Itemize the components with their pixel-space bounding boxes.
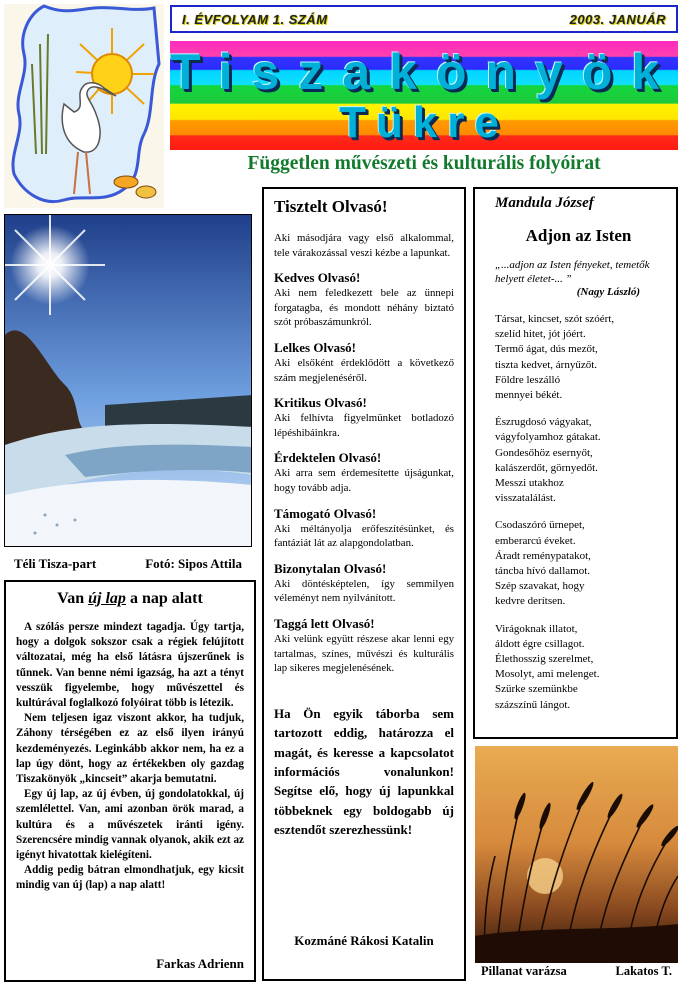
greeting-item: Taggá lett Olvasó! Aki velünk együtt részese akar lenni egy tartalmas, színes, művészi és kulturális lap sikeres megjelenésének. bbox=[274, 615, 454, 675]
heron-logo-icon bbox=[4, 4, 164, 208]
article-dear-reader bbox=[262, 187, 466, 981]
appeal-text: Ha Ön egyik táborba sem tartozott eddig, határozza el magát, és keresse a kapcsolatot információs vonalunkon! Segítse elő, hogy új lapunkkal többeknek egy boldogabb új esztendőt szerezhessünk! bbox=[274, 705, 454, 838]
paragraph: Addig pedig bátran elmondhatjuk, egy kicsit mindig van új (lap) a nap alatt! bbox=[16, 864, 244, 892]
poem-stanza: Társat, kincset, szót szóért, szelíd hitet, jót jóért. Termő ágat, dús mezőt, tiszta kedvet, árnyűzőt. Földre leszálló mennyei békét. bbox=[495, 313, 615, 402]
masthead-title-line2: Tükre bbox=[339, 98, 509, 147]
subtitle: Független művészeti és kulturális folyóirat bbox=[247, 153, 601, 174]
issue-date: 2003. JANUÁR bbox=[569, 11, 666, 27]
issue-bar bbox=[170, 5, 678, 33]
paragraph: Nem teljesen igaz viszont akkor, ha tudjuk, Záhony térségében ez az első ilyen irányú kezdeményezés. Leginkább akkor nem, ha ez a lap úgy dönt, hogy az értékekben oly gazdag Tiszakönyök „kincseit” akarja bemutatni. bbox=[16, 712, 244, 786]
photo1-title: Téli Tisza-part bbox=[14, 556, 97, 571]
masthead bbox=[170, 41, 678, 150]
greeting-item: Kedves Olvasó! Aki nem feledkezett bele az ünnepi forgatagba, és mondott néhány biztató szót próbaszámunkról. bbox=[274, 270, 454, 329]
article-author: Farkas Adrienn bbox=[156, 956, 244, 971]
article-new-paper bbox=[4, 580, 256, 982]
article-dear-reader-title: Tisztelt Olvasó! bbox=[274, 197, 388, 216]
poem-motto-source: (Nagy László) bbox=[576, 286, 640, 298]
masthead-title: Tiszakönyök bbox=[170, 44, 678, 100]
sunset-reeds-photo bbox=[475, 746, 678, 963]
photo2-title: Pillanat varázsa bbox=[481, 964, 567, 978]
poem-box bbox=[473, 187, 678, 739]
intro-text: Aki másodjára vagy első alkalommal, tele várakozással veszi kézbe a lapunkat. bbox=[274, 232, 454, 259]
poem-stanza: Észrugdosó vágyakat, vágyfolyamhoz gátakat. Gondesőhöz esernyőt, kalászerdőt, görnyedőt. Messzi utakhoz visszatalálást. bbox=[495, 416, 601, 505]
photo2-caption bbox=[475, 964, 678, 984]
greeting-item: Lelkes Olvasó! Aki elsőként érdeklődött a következő szám megjelenéséről. bbox=[274, 339, 454, 384]
photo1-caption bbox=[4, 556, 252, 576]
paragraph: A szólás persze mindezt tagadja. Úgy tartja, hogy a dolgok sokszor csak a régiek felújított változatai, még ha első látásra újszerűnek is tűnnek. Van benne némi igazság, ha azt a tényt vesszük figyelembe, hogy művészettel és kultúrával foglalkozó folyóirat több is létezik. bbox=[16, 621, 244, 710]
volume-label: I. ÉVFOLYAM 1. SZÁM bbox=[182, 11, 328, 27]
greeting-item: Kritikus Olvasó! Aki felhívta figyelmünket botladozó lépéshibáinkra. bbox=[274, 395, 454, 439]
article-new-paper-title: Van új lap a nap alatt bbox=[57, 590, 203, 607]
photo2-credit: Lakatos T. bbox=[615, 964, 672, 978]
article-author: Kozmáné Rákosi Katalin bbox=[294, 933, 434, 948]
photo1-credit: Fotó: Sipos Attila bbox=[145, 556, 242, 571]
greeting-item: Érdektelen Olvasó! Aki arra sem érdemesítette újságunkat, hogy tovább adja. bbox=[274, 450, 454, 494]
poem-stanza: Virágoknak illatot, áldott égre csillagot. Élethosszig szerelmet, Mosolyt, ami melenget. Szürke szemünkbe százszínű lángot. bbox=[495, 622, 600, 711]
greeting-item: Bizonytalan Olvasó! Aki döntésképtelen, így semmilyen véleményt nem nyilvánított. bbox=[274, 560, 454, 605]
poem-stanza: Csodaszóró ürnepet, emberarcú éveket. Áradt reménypatakot, táncba hívó dallamot. Szép szavakat, hogy kedvre derítsen. bbox=[495, 519, 591, 608]
article-new-paper-body bbox=[16, 620, 244, 894]
heron-logo bbox=[4, 4, 164, 208]
greeting-item: Támogató Olvasó! Aki méltányolja erőfeszítésünket, és fantáziát lát az alapgondolatban. bbox=[274, 505, 454, 550]
poem-title: Adjon az Isten bbox=[525, 226, 632, 245]
paragraph: Egy új lap, az új évben, új gondolatokkal, új szemlélettel. Van, ami azonban örök marad, a kultúra és a művészetek iránti igény. Szerencsére mindig vannak olyanok, akik ezt az igényt hivatottak kielégíteni. bbox=[16, 788, 245, 862]
poem-motto: „...adjon az Isten fényeket, temetők helyett életet-... ” bbox=[495, 259, 650, 285]
poet-name: Mandula József bbox=[495, 195, 594, 211]
winter-river-photo bbox=[4, 214, 252, 547]
